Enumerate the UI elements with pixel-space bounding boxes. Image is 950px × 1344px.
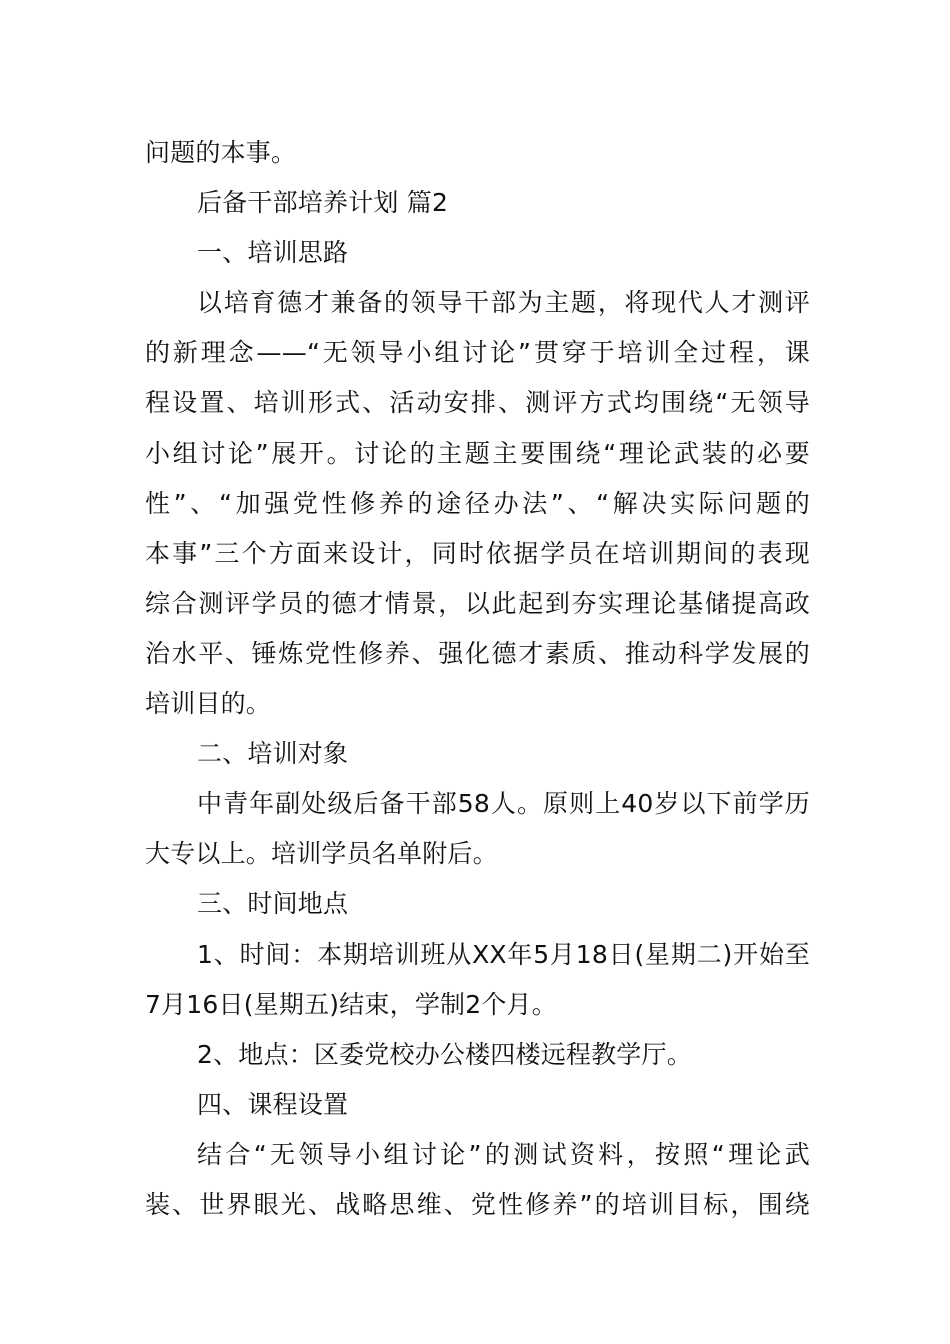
heading-time-location: 三、时间地点 — [197, 889, 349, 919]
paragraph-line: 1、时间：本期培训班从XX年5月18日(星期二)开始至 — [197, 939, 810, 969]
heading-curriculum: 四、课程设置 — [197, 1089, 349, 1119]
paragraph-line: 2、地点：区委党校办公楼四楼远程教学厅。 — [197, 1039, 692, 1069]
paragraph-line: 小组讨论”展开。讨论的主题主要围绕“理论武装的必要 — [145, 438, 810, 468]
heading-training-approach: 一、培训思路 — [197, 238, 349, 268]
paragraph-line: 中青年副处级后备干部58人。原则上40岁以下前学历 — [197, 789, 810, 819]
paragraph-line: 综合测评学员的德才情景，以此起到夯实理论基储提高政 — [145, 588, 810, 618]
paragraph-line: 问题的本事。 — [145, 138, 297, 167]
section-title: 后备干部培养计划 篇2 — [197, 188, 449, 218]
paragraph-line: 以培育德才兼备的领导干部为主题，将现代人才测评 — [197, 288, 810, 318]
paragraph-line: 的新理念——“无领导小组讨论”贯穿于培训全过程，课 — [145, 338, 810, 368]
paragraph-line: 7月16日(星期五)结束，学制2个月。 — [145, 989, 557, 1019]
paragraph-line: 培训目的。 — [145, 689, 272, 719]
paragraph-line: 本事”三个方面来设计，同时依据学员在培训期间的表现 — [145, 538, 810, 568]
document-body — [145, 128, 810, 1230]
heading-training-targets: 二、培训对象 — [197, 739, 349, 769]
paragraph-line: 性”、“加强党性修养的途径办法”、“解决实际问题的 — [145, 488, 810, 518]
paragraph-line: 结合“无领导小组讨论”的测试资料，按照“理论武 — [197, 1139, 810, 1169]
paragraph-line: 治水平、锤炼党性修养、强化德才素质、推动科学发展的 — [145, 638, 810, 668]
paragraph-line: 装、世界眼光、战略思维、党性修养”的培训目标，围绕 — [145, 1189, 810, 1219]
paragraph-line: 程设置、培训形式、活动安排、测评方式均围绕“无领导 — [145, 388, 810, 418]
paragraph-line: 大专以上。培训学员名单附后。 — [145, 839, 498, 869]
